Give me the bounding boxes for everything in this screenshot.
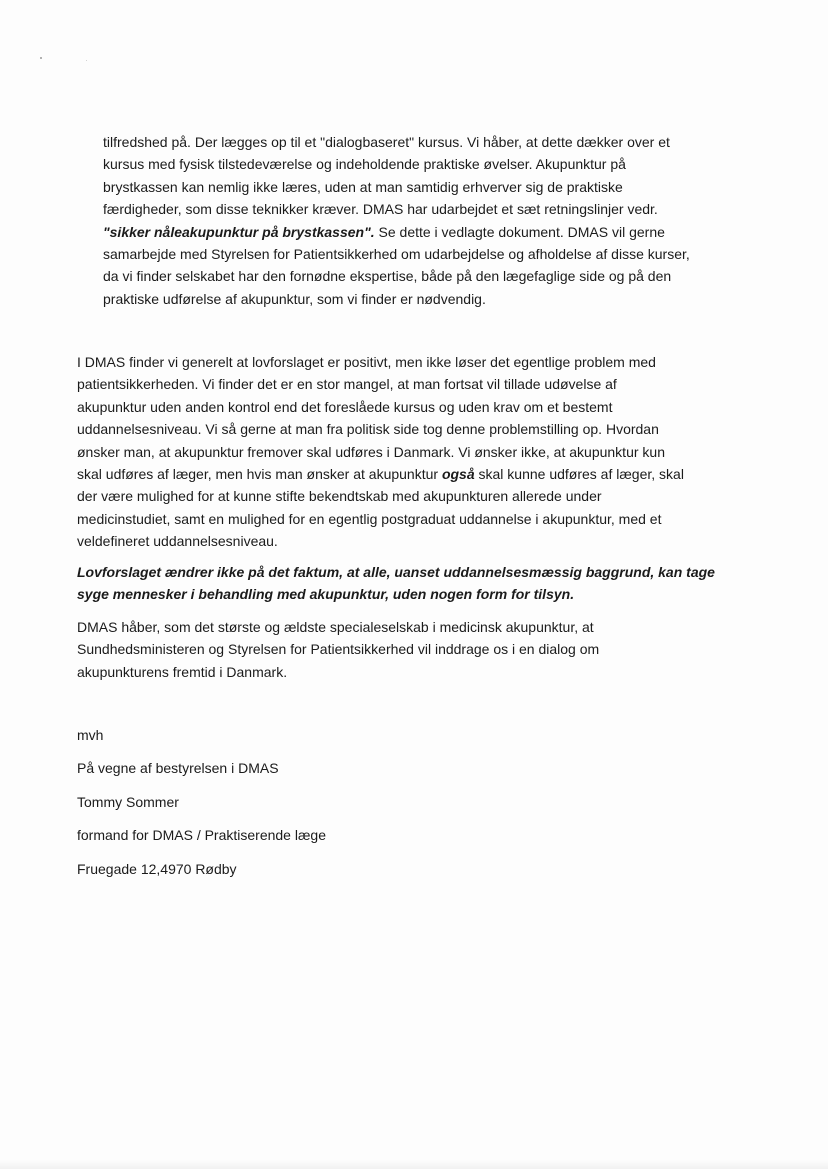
text-line: der være mulighed for at kunne stifte bekendtskab med akupunkturen allerede under <box>77 488 602 505</box>
scan-speck <box>86 60 87 61</box>
text-line <box>103 221 763 243</box>
emphasis-ogsaa: også <box>441 466 475 483</box>
signature-name: Tommy Sommer <box>77 794 179 810</box>
signature-on-behalf: På vegne af bestyrelsen i DMAS <box>77 760 279 776</box>
text-fragment: skal udføres af læger, men hvis man ønsker at akupunktur <box>77 466 442 483</box>
text-line: uddannelsesniveau. Vi så gerne at man fra politisk side tog denne problemstilling op. Hvordan <box>77 421 659 438</box>
text-line: akupunktur uden anden kontrol end det foreslåede kursus og uden krav om et bestemt <box>77 398 613 415</box>
text-line: tilfredshed på. Der lægges op til et "dialogbaseret" kursus. Vi håber, at dette dækker over et <box>103 134 670 150</box>
text-line: DMAS håber, som det største og ældste specialeselskab i medicinsk akupunktur, at <box>77 619 594 635</box>
scan-speck <box>40 57 42 59</box>
scan-bottom-edge <box>0 1160 828 1169</box>
text-line: medicinstudiet, samt en mulighed for en egentlig postgraduat uddannelse i akupunktur, med et <box>77 510 662 527</box>
paragraph-emphasis-statement <box>77 561 767 606</box>
text-line: Sundhedsministeren og Styrelsen for Patientsikkerhed vil inddrage os i en dialog om <box>77 641 600 658</box>
paragraph-course-requirements <box>103 131 763 310</box>
text-line: veldefineret uddannelsesniveau. <box>77 533 278 550</box>
text-line: da vi finder selskabet har den fornødne ekspertise, både på den lægefaglige side og på den <box>103 268 672 285</box>
text-line: syge mennesker i behandling med akupunktur, uden nogen form for tilsyn. <box>77 586 575 603</box>
text-line: praktiske udførelse af akupunktur, som vi finder er nødvendig. <box>103 290 486 307</box>
text-line: akupunkturens fremtid i Danmark. <box>77 663 288 680</box>
text-line: brystkassen kan nemlig ikke læres, uden at man samtidig erhverver sig de praktiske <box>103 178 623 195</box>
text-line: Lovforslaget ændrer ikke på det faktum, at alle, uanset uddannelsesmæssig baggrund, kan tage <box>77 564 715 580</box>
text-line: kursus med fysisk tilstedeværelse og indeholdende praktiske øvelser. Akupunktur på <box>103 156 626 173</box>
text-line: I DMAS finder vi generelt at lovforslaget er positivt, men ikke løser det egentlige problem med <box>77 354 656 370</box>
text-line: patientsikkerheden. Vi finder det er en stor mangel, at man fortsat vil tillade udøvelse af <box>77 376 617 393</box>
text-line: samarbejde med Styrelsen for Patientsikkerhed om udarbejdelse og afholdelse af disse kurser, <box>103 246 690 263</box>
text-line: færdigheder, som disse teknikker kræver. DMAS har udarbejdet et sæt retningslinjer vedr. <box>103 201 658 218</box>
signature-address: Fruegade 12,4970 Rødby <box>77 861 237 877</box>
paragraph-patient-safety <box>77 351 767 553</box>
text-fragment: skal kunne udføres af læger, skal <box>474 466 684 483</box>
text-line: ønsker man, at akupunktur fremover skal udføres i Danmark. Vi ønsker ikke, at akupunktur kun <box>77 443 665 460</box>
emphasis-guidelines-title: "sikker nåleakupunktur på brystkassen". <box>103 223 375 240</box>
text-line <box>77 463 767 485</box>
text-fragment: Se dette i vedlagte dokument. DMAS vil gerne <box>374 223 665 240</box>
signature-title: formand for DMAS / Praktiserende læge <box>77 827 326 843</box>
signature-greeting: mvh <box>77 727 104 743</box>
paragraph-dialog-request <box>77 616 767 683</box>
